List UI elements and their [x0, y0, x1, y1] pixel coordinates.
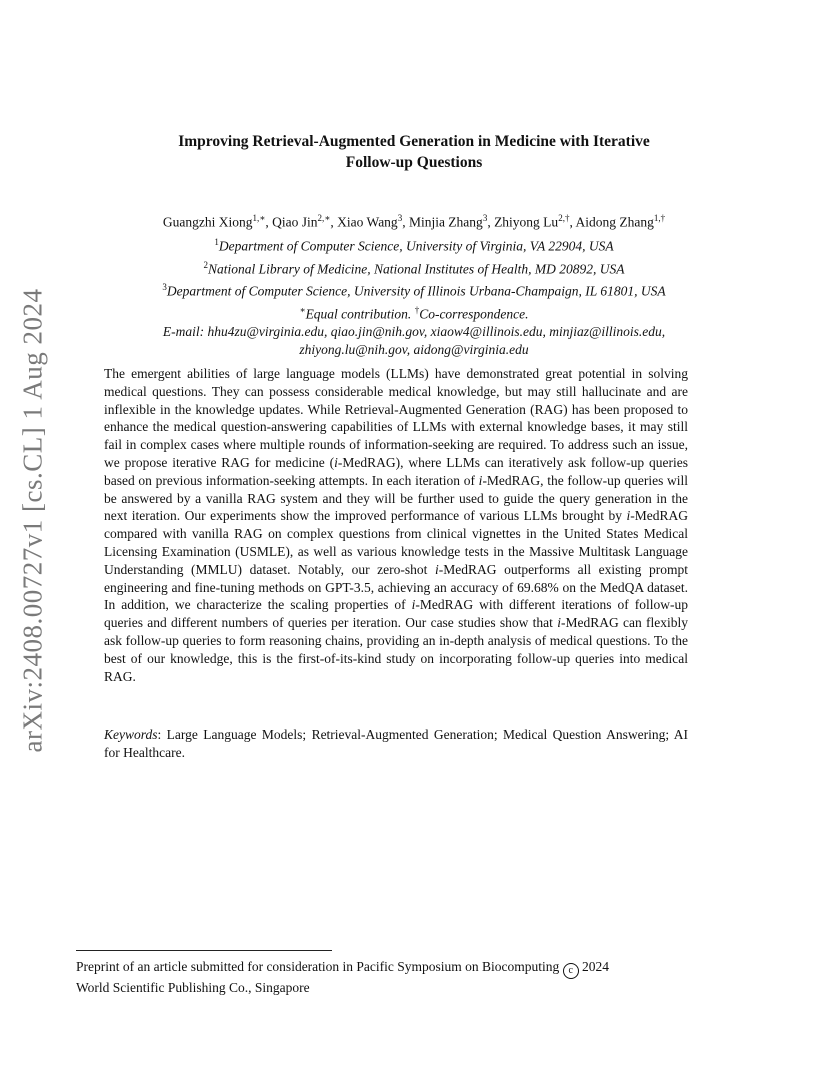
arxiv-id: arXiv:2408.00727v1 [cs.CL] 1 Aug 2024 — [17, 288, 48, 752]
corr-mark: † — [414, 304, 420, 315]
paper-title — [76, 131, 752, 173]
affiliation-number: 3 — [162, 282, 167, 292]
affiliation — [76, 278, 752, 301]
author-mark: 3 — [397, 213, 403, 223]
footnote — [76, 958, 736, 997]
affiliation-text: National Library of Medicine, National Institutes of Health, MD 20892, USA — [207, 261, 625, 276]
footnote-line-2: World Scientific Publishing Co., Singapore — [76, 980, 310, 995]
author-mark: 3 — [482, 213, 488, 223]
author: Guangzhi Xiong — [162, 214, 253, 230]
abstract-text: -MedRAG, the follow-up queries will be answered by a vanilla RAG system and they will be further used to guide the query generation in the next iteration. Our experiments show the improved performance of various LLMs brought by — [104, 472, 689, 524]
title-line-2: Follow-up Questions — [345, 154, 483, 171]
email-line-1: E-mail: hhu4zu@virginia.edu, qiao.jin@nih.gov, xiaow4@illinois.edu, minjiaz@illinois.edu, — [162, 324, 666, 339]
affiliation — [76, 233, 752, 256]
abstract-italic: i — [557, 615, 561, 631]
affiliation-text: Department of Computer Science, University of Virginia, VA 22904, USA — [218, 238, 614, 254]
copyright-icon: c — [563, 963, 579, 979]
author-list: Guangzhi Xiong$^{1,∗}$, Qiao Jin$^{2,∗}$, Xiao Wang$^3$, Minjia Zhang$^3$, Zhiyong $Lu^{2,\dagger}$, Aidong Zhang$^{1,\dagger}$ — [162, 213, 666, 230]
contribution-notes — [76, 301, 752, 324]
abstract-text: -MedRAG compared with vanilla RAG on complex questions from clinical vignettes in the United States Medical Licensing Examination (USMLE), as well as various knowledge tests in the Massive Multitask Language Understanding (MMLU) dataset. Notably, our zero-shot — [104, 508, 688, 577]
keywords-separator: : — [157, 727, 167, 742]
abstract-italic: i — [334, 454, 338, 470]
title-line-1: Improving Retrieval-Augmented Generation in Medicine with Iterative — [178, 133, 650, 150]
author-mark: 1,∗ — [252, 213, 266, 223]
abstract-text: -MedRAG), where LLMs can iteratively ask follow-up queries based on previous information-seeking attempts. In each iteration of — [104, 454, 688, 488]
abstract — [104, 365, 688, 685]
abstract-italic: i — [626, 508, 631, 524]
abstract-text: The emergent abilities of large language models (LLMs) have demonstrated great potential in solving medical questions. They can possess considerable medical knowledge, but may still hallucinate and are inflexible in the knowledge updates. While Retrieval-Augmented Generation (RAG) has been proposed to enhance the medical question-answering capabilities of LLMs with external knowledge bases, it may still fail in complex cases where multiple rounds of information-seeking are required. To address such an issue, we propose iterative RAG for medicine ( — [104, 366, 688, 470]
affiliation-number: 1 — [214, 237, 219, 247]
author: Qiao Jin — [272, 214, 318, 230]
affiliation-text: Department of Computer Science, University of Illinois Urbana-Champaign, IL 61801, USA — [166, 283, 666, 299]
affiliation-number: 2 — [203, 259, 208, 270]
author: Aidong Zhang — [575, 214, 654, 230]
abstract-italic: i — [411, 597, 416, 613]
arxiv-sidebar-stamp — [10, 280, 56, 760]
author-mark: 2,∗ — [317, 213, 331, 223]
footnote-rule — [76, 950, 332, 951]
author: Xiao Wang — [337, 214, 398, 230]
keywords — [104, 726, 688, 762]
abstract-italic: i — [434, 561, 439, 577]
abstract-text: -MedRAG with different iterations of follow-up queries and different numbers of queries per iteration. Our case studies show that — [104, 597, 689, 631]
corr-note: Co-correspondence. — [419, 306, 529, 321]
footnote-text: Preprint of an article submitted for consideration in Pacific Symposium on Biocomputing — [76, 959, 563, 974]
equal-note: Equal contribution. — [305, 306, 412, 321]
author: Minjia Zhang — [408, 214, 483, 230]
affiliations — [76, 233, 752, 359]
abstract-italic: i — [478, 472, 483, 488]
author-mark: 1,† — [653, 213, 666, 223]
abstract-text: -MedRAG can flexibly ask follow-up queries to form reasoning chains, providing an in-depth analysis of medical questions. To the best of our knowledge, this is the first-of-its-kind study on incorporating follow-up queries into medical RAG. — [104, 615, 689, 684]
email-line-2: zhiyong.lu@nih.gov, aidong@virginia.edu — [299, 342, 529, 357]
abstract-text: -MedRAG outperforms all existing prompt engineering and fine-tuning methods on GPT-3.5, achieving an accuracy of 69.68% on the MedQA dataset. In addition, we characterize the scaling properties of — [104, 561, 688, 613]
footnote-year: 2024 — [578, 959, 610, 974]
author: Zhiyong Lu — [494, 214, 559, 230]
footnote-line-1 — [76, 958, 736, 979]
affiliation — [76, 256, 752, 279]
author-mark: 2,† — [558, 213, 570, 223]
keywords-text: Large Language Models; Retrieval-Augmented Generation; Medical Question Answering; AI for Healthcare. — [104, 727, 688, 760]
equal-mark: ∗ — [299, 304, 306, 315]
keywords-label: Keywords — [104, 727, 158, 742]
